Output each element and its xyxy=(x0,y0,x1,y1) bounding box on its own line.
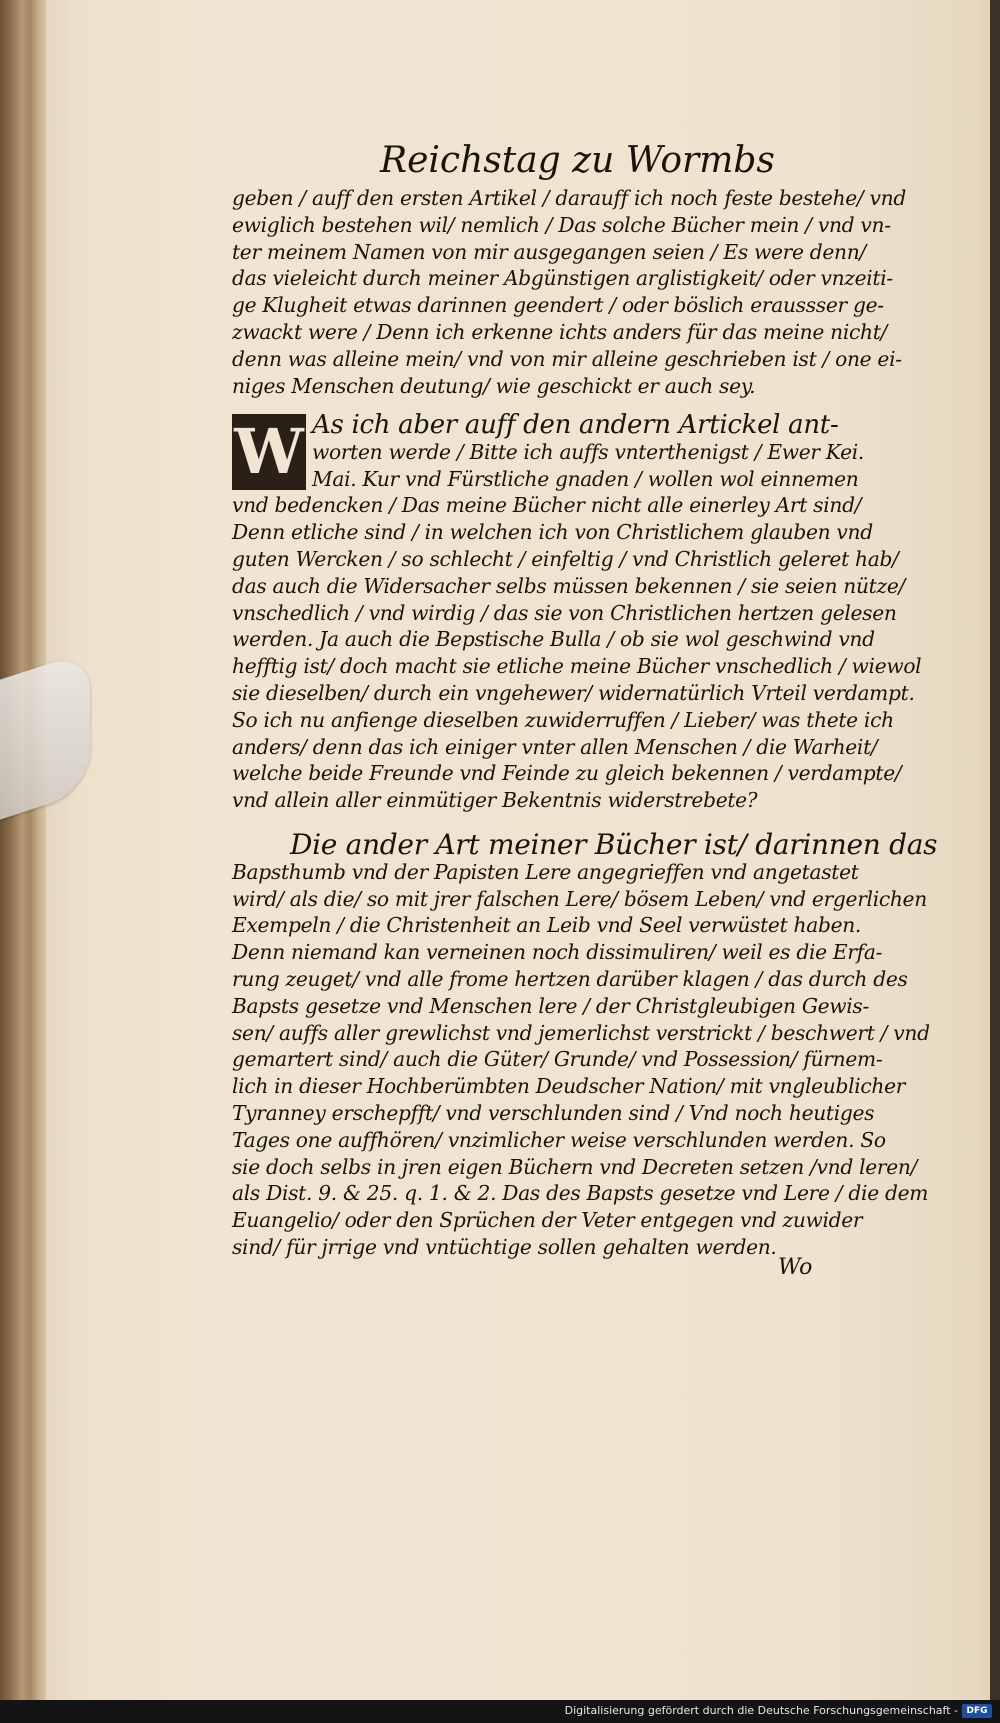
text-line: wird/ als die/ so mit jrer falschen Lere/ bösem Leben/ vnd ergerlichen xyxy=(232,886,927,911)
paragraph-2 xyxy=(232,410,922,814)
text-line: das auch die Widersacher selbs müssen bekennen / sie seien nütze/ xyxy=(232,573,905,598)
right-frame xyxy=(990,0,1000,1723)
text-line: zwackt were / Denn ich erkenne ichts anders für das meine nicht/ xyxy=(232,319,888,344)
text-line: Bapsts gesetze vnd Menschen lere / der Christgleubigen Gewis- xyxy=(232,993,870,1018)
text-line: Exempeln / die Christenheit an Leib vnd Seel verwüstet haben. xyxy=(232,913,862,938)
text-line: Denn niemand kan verneinen noch dissimuliren/ weil es die Erfa- xyxy=(232,940,883,965)
text-line: Tages one auffhören/ vnzimlicher weise verschlunden werden. So xyxy=(232,1127,886,1152)
text-line: vnschedlich / vnd wirdig / das sie von Christlichen hertzen gelesen xyxy=(232,600,897,625)
text-line: vnd bedencken / Das meine Bücher nicht alle einerley Art sind/ xyxy=(232,493,862,518)
text-line: Euangelio/ oder den Sprüchen der Veter entgegen vnd zuwider xyxy=(232,1208,863,1233)
text-line: Denn etliche sind / in welchen ich von Christlichem glauben vnd xyxy=(232,520,873,545)
text-line: geben / auff den ersten Artikel / darauff ich noch feste bestehe/ vnd xyxy=(232,186,906,210)
dfg-logo: DFG xyxy=(962,1704,992,1718)
text-line: vnd allein aller einmütiger Bekentnis widerstrebete? xyxy=(232,788,758,813)
text-line: Bapsthumb vnd der Papisten Lere angegrieffen vnd angetastet xyxy=(232,859,859,884)
text-line: Die ander Art meiner Bücher ist/ darinnen das xyxy=(290,828,938,861)
decorated-initial: W xyxy=(232,414,306,490)
text-line: welche beide Freunde vnd Feinde zu gleich bekennen / verdampte/ xyxy=(232,761,902,786)
text-line: Mai. Kur vnd Fürstliche gnaden / wollen wol einnemen xyxy=(312,466,859,491)
text-line: rung zeuget/ vnd alle frome hertzen darüber klagen / das durch des xyxy=(232,966,908,991)
text-line: worten werde / Bitte ich auffs vnterthenigst / Ewer Kei. xyxy=(312,439,865,464)
text-line: sie dieselben/ durch ein vngehewer/ widernatürlich Vrteil verdampt. xyxy=(232,680,915,705)
footer-credit: Digitalisierung gefördert durch die Deutsche Forschungsgemeinschaft - xyxy=(564,1704,958,1717)
text-line: lich in dieser Hochberümbten Deudscher Nation/ mit vngleublicher xyxy=(232,1074,906,1099)
text-line: sind/ für jrrige vnd vntüchtige sollen gehalten werden. xyxy=(232,1234,777,1259)
text-line: werden. Ja auch die Bepstische Bulla / ob sie wol geschwind vnd xyxy=(232,627,875,652)
book-spine xyxy=(0,0,46,1723)
text-line: ge Klugheit etwas darinnen geendert / oder böslich eraussser ge- xyxy=(232,293,884,318)
paragraph-1 xyxy=(232,185,906,399)
text-line: ewiglich bestehen wil/ nemlich / Das solche Bücher mein / vnd vn- xyxy=(232,212,891,237)
text-line: So ich nu anfienge dieselben zuwiderruffen / Lieber/ was thete ich xyxy=(232,707,894,732)
text-line: sie doch selbs in jren eigen Büchern vnd Decreten setzen /vnd leren/ xyxy=(232,1154,918,1179)
text-line: hefftig ist/ doch macht sie etliche meine Bücher vnschedlich / wiewol xyxy=(232,654,922,679)
catchword: Wo xyxy=(778,1255,813,1280)
paragraph-3 xyxy=(232,828,938,1261)
text-line: ter meinem Namen von mir ausgegangen seien / Es were denn/ xyxy=(232,239,866,264)
text-line: guten Wercken / so schlecht / einfeltig / vnd Christlich geleret hab/ xyxy=(232,546,899,571)
text-line: gemartert sind/ auch die Güter/ Grunde/ vnd Possession/ fürnem- xyxy=(232,1047,883,1072)
text-line: niges Menschen deutung/ wie geschickt er auch sey. xyxy=(232,373,756,398)
text-line: anders/ denn das ich einiger vnter allen Menschen / die Warheit/ xyxy=(232,734,878,759)
text-line: sen/ auffs aller grewlichst vnd jemerlichst verstrickt / beschwert / vnd xyxy=(232,1020,930,1045)
text-line: als Dist. 9. & 25. q. 1. & 2. Das des Bapsts gesetze vnd Lere / die dem xyxy=(232,1181,929,1206)
text-line: Tyranney erschepfft/ vnd verschlunden sind / Vnd noch heutiges xyxy=(232,1100,875,1125)
running-header: Reichstag zu Wormbs xyxy=(380,140,775,181)
text-line: das vieleicht durch meiner Abgünstigen arglistigkeit/ oder vnzeiti- xyxy=(232,266,893,291)
text-line: denn was alleine mein/ vnd von mir alleine geschrieben ist / one ei- xyxy=(232,346,902,371)
text-line: As ich aber auff den andern Artickel ant- xyxy=(312,410,839,440)
